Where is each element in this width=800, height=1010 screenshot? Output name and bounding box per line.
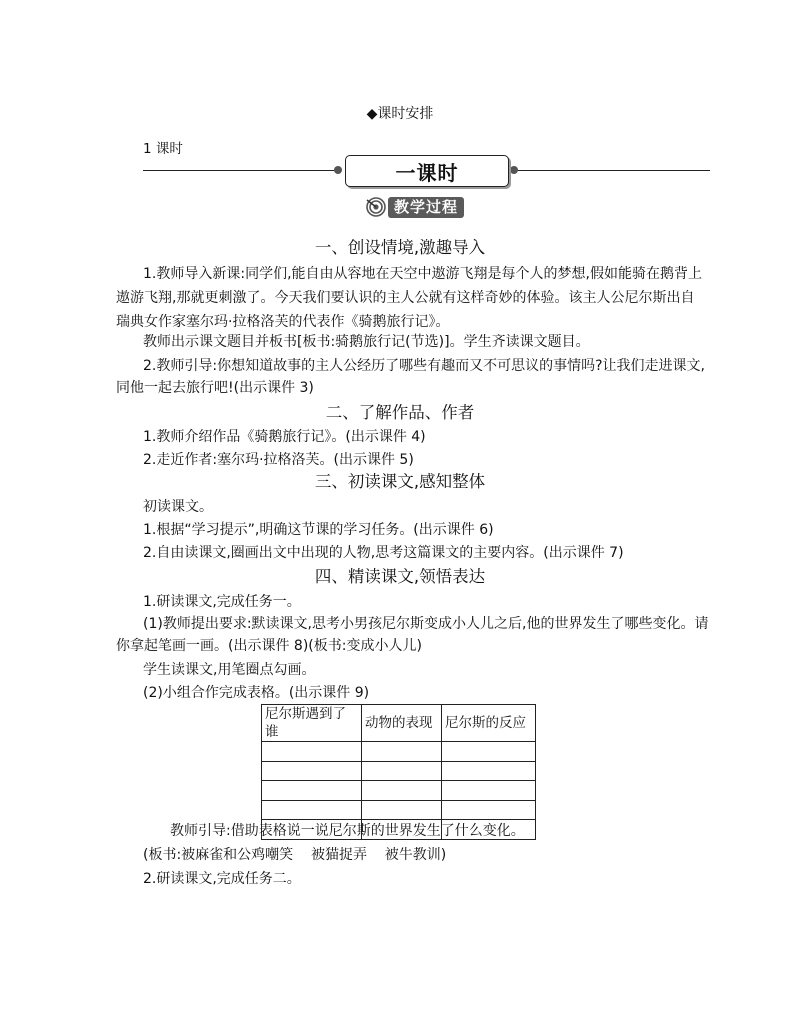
lesson-title: 一课时: [395, 160, 459, 185]
task-table: [261, 704, 536, 840]
table-cell: [442, 761, 536, 781]
table-header-cell: 尼尔斯的反应: [442, 705, 536, 742]
table-cell: [362, 781, 442, 801]
table-cell: [262, 761, 362, 781]
teaching-process-label: 教学过程: [388, 197, 464, 218]
body-line: 学生读课文,用笔圈点勾画。: [143, 662, 316, 678]
teaching-process-tag: [366, 196, 464, 218]
body-line: 初读课文。: [143, 499, 213, 515]
body-line: 2.自由读课文,圈画出文中出现的人物,思考这篇课文的主要内容。(出示课件 7): [143, 545, 624, 561]
body-line: 教师引导:借助表格说一说尼尔斯的世界发生了什么变化。: [170, 823, 525, 839]
body-line: 1.教师介绍作品《骑鹅旅行记》。(出示课件 4): [143, 429, 426, 445]
table-cell: [262, 800, 362, 820]
body-line: 同他一起去旅行吧!(出示课件 3): [116, 380, 314, 396]
body-line: 你拿起笔画一画。(出示课件 8)(板书:变成小人儿): [116, 638, 422, 654]
table-row: [262, 781, 536, 801]
body-line: 瑞典女作家塞尔玛·拉格洛芙的代表作《骑鹅旅行记》。: [116, 314, 450, 330]
body-line: 2.教师引导:你想知道故事的主人公经历了哪些有趣而又不可思议的事情吗?让我们走进课文,: [143, 358, 705, 374]
table-cell: [442, 781, 536, 801]
body-line: 1.根据“学习提示”,明确这节课的学习任务。(出示课件 6): [143, 522, 494, 538]
table-cell: [262, 742, 362, 762]
table-cell: [442, 742, 536, 762]
section-heading-4: 四、精读课文,领悟表达: [314, 567, 486, 586]
blackboard-note: (板书:被麻雀和公鸡嘲笑 被猫捉弄 被牛教训): [143, 847, 447, 863]
table-row: [262, 742, 536, 762]
table-cell: [442, 800, 536, 820]
table-header-row: [262, 705, 536, 742]
table-header-cell: 尼尔斯遇到了谁: [262, 705, 362, 742]
body-line: (1)教师提出要求:默读课文,思考小男孩尼尔斯变成小人儿之后,他的世界发生了哪些变化。请: [143, 616, 709, 632]
table-cell: [362, 742, 442, 762]
body-line: 1.研读课文,完成任务一。: [143, 594, 301, 610]
lesson-hours-text: 1 课时: [143, 141, 183, 157]
section-label: ◆课时安排: [366, 106, 434, 122]
table-header-cell: 动物的表现: [362, 705, 442, 742]
body-line: (2)小组合作完成表格。(出示课件 9): [143, 685, 370, 701]
table-row: [262, 761, 536, 781]
table-cell: [262, 781, 362, 801]
section-heading-2: 二、了解作品、作者: [325, 403, 475, 422]
divider-left-dot: [334, 166, 342, 174]
divider-right: [512, 170, 710, 171]
lesson-title-box: [345, 155, 509, 187]
body-line: 遨游飞翔,那就更刺激了。今天我们要认识的主人公就有这样奇妙的体验。该主人公尼尔斯出自: [116, 290, 695, 306]
table-cell: [362, 761, 442, 781]
table-cell: [362, 800, 442, 820]
table-row: [262, 800, 536, 820]
section-heading-3: 三、初读课文,感知整体: [314, 472, 486, 491]
target-icon: [366, 197, 386, 217]
divider-left: [143, 170, 338, 171]
body-line: 1.教师导入新课:同学们,能自由从容地在天空中遨游飞翔是每个人的梦想,假如能骑在鹅背上: [143, 266, 702, 282]
body-line: 2.研读课文,完成任务二。: [143, 871, 301, 887]
body-line: 2.走近作者:塞尔玛·拉格洛芙。(出示课件 5): [143, 452, 414, 468]
section-heading-1: 一、创设情境,激趣导入: [314, 238, 486, 257]
divider-right-dot: [510, 166, 518, 174]
body-line: 教师出示课文题目并板书[板书:骑鹅旅行记(节选)]。学生齐读课文题目。: [143, 334, 590, 350]
